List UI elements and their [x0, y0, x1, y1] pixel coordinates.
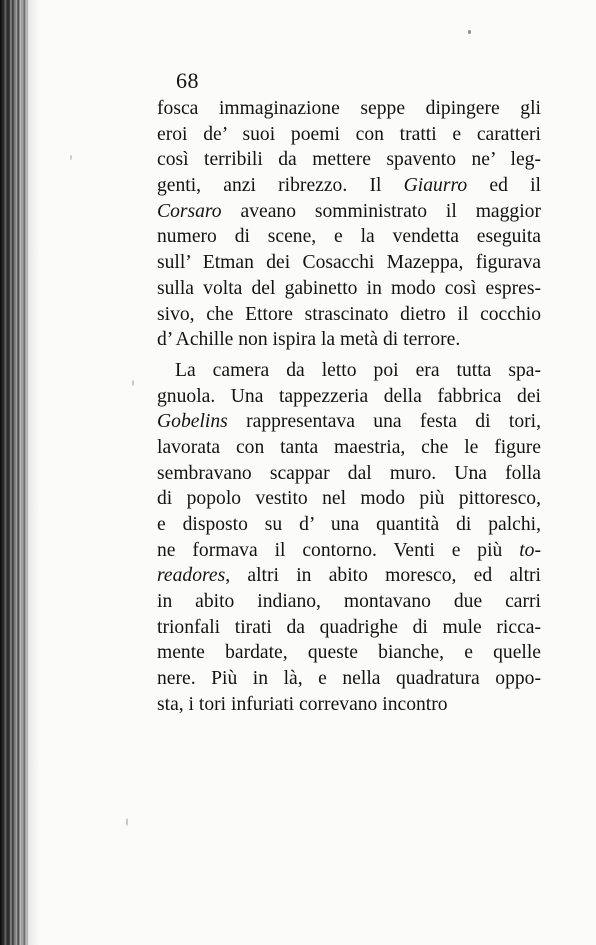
- text-run: sembravano scappar dal muro. Una folla: [157, 462, 541, 484]
- ink-speck: [126, 818, 128, 826]
- text-line: [157, 147, 541, 173]
- text-line: [157, 96, 541, 122]
- text-run: eroi de’ suoi poemi con tratti e caratteri: [157, 123, 541, 145]
- italic-term: readores: [157, 565, 226, 587]
- text-run: così terribili da mettere spavento ne’ leg-: [157, 149, 541, 171]
- text-line: [157, 384, 541, 410]
- text-line: [157, 589, 541, 615]
- text-run: mente bardate, queste bianche, e quelle: [157, 642, 541, 664]
- italic-term: Gobelins: [157, 411, 228, 433]
- text-line: [157, 461, 541, 487]
- text-line: [157, 276, 541, 302]
- text-line: [157, 666, 541, 692]
- text-line: [157, 250, 541, 276]
- text-line: [157, 563, 541, 589]
- text-run: fosca immaginazione seppe dipingere gli: [157, 98, 541, 119]
- ink-speck: [70, 155, 72, 160]
- body-text: [157, 96, 541, 718]
- text-run: in abito indiano, montavano due carri: [157, 591, 541, 613]
- text-run: ne formava il contorno. Venti e più: [157, 539, 520, 561]
- text-line: [157, 640, 541, 666]
- text-run: sulla volta del gabinetto in modo così espres-: [157, 277, 541, 299]
- text-line: [157, 692, 541, 718]
- text-line: [157, 358, 541, 384]
- text-run: nere. Più in là, e nella quadratura oppo-: [157, 668, 541, 690]
- text-run: sivo, che Ettore strascinato dietro il cocchio: [157, 303, 541, 325]
- text-line: [157, 512, 541, 538]
- ink-speck: [132, 380, 134, 386]
- text-line: [157, 486, 541, 512]
- text-line: [157, 302, 541, 328]
- paragraph: [157, 358, 541, 718]
- text-line: [157, 173, 541, 199]
- text-run: ed il: [467, 175, 541, 197]
- text-line: [157, 409, 541, 435]
- ink-speck: [468, 30, 471, 34]
- italic-term: Giaurro: [403, 175, 468, 197]
- text-line: [157, 122, 541, 148]
- italic-term: to-: [519, 539, 541, 561]
- text-run: numero di scene, e la vendetta eseguita: [157, 226, 541, 248]
- text-run: sta, i tori infuriati correvano incontro: [157, 693, 448, 715]
- text-run: e disposto su d’ una quantità di palchi,: [157, 514, 541, 535]
- text-run: gnuola. Una tappezzeria della fabbrica dei: [157, 385, 541, 407]
- text-line: [157, 327, 541, 353]
- text-run: sull’ Etman dei Cosacchi Mazeppa, figurava: [157, 252, 541, 274]
- text-run: d’ Achille non ispira la metà di terrore.: [157, 329, 461, 351]
- text-run: aveano somministrato il maggior: [221, 200, 541, 222]
- text-line: [157, 224, 541, 250]
- text-run: rappresentava una festa di tori,: [227, 411, 541, 433]
- italic-term: Corsaro: [157, 200, 222, 222]
- text-line: [157, 538, 541, 564]
- text-run: lavorata con tanta maestria, che le figure: [157, 436, 541, 458]
- text-line: [157, 615, 541, 641]
- page-number: 68: [176, 68, 199, 93]
- text-run: La camera da letto poi era tutta spa-: [175, 359, 541, 381]
- text-run: di popolo vestito nel modo più pittoresco,: [157, 488, 541, 510]
- text-run: genti, anzi ribrezzo. Il: [157, 175, 404, 197]
- text-line: [157, 199, 541, 225]
- binding-texture: [0, 0, 30, 945]
- text-run: , altri in abito moresco, ed altri: [225, 565, 541, 587]
- text-run: trionfali tirati da quadrighe di mule ricca-: [157, 616, 541, 638]
- paragraph: [157, 96, 541, 353]
- text-line: [157, 435, 541, 461]
